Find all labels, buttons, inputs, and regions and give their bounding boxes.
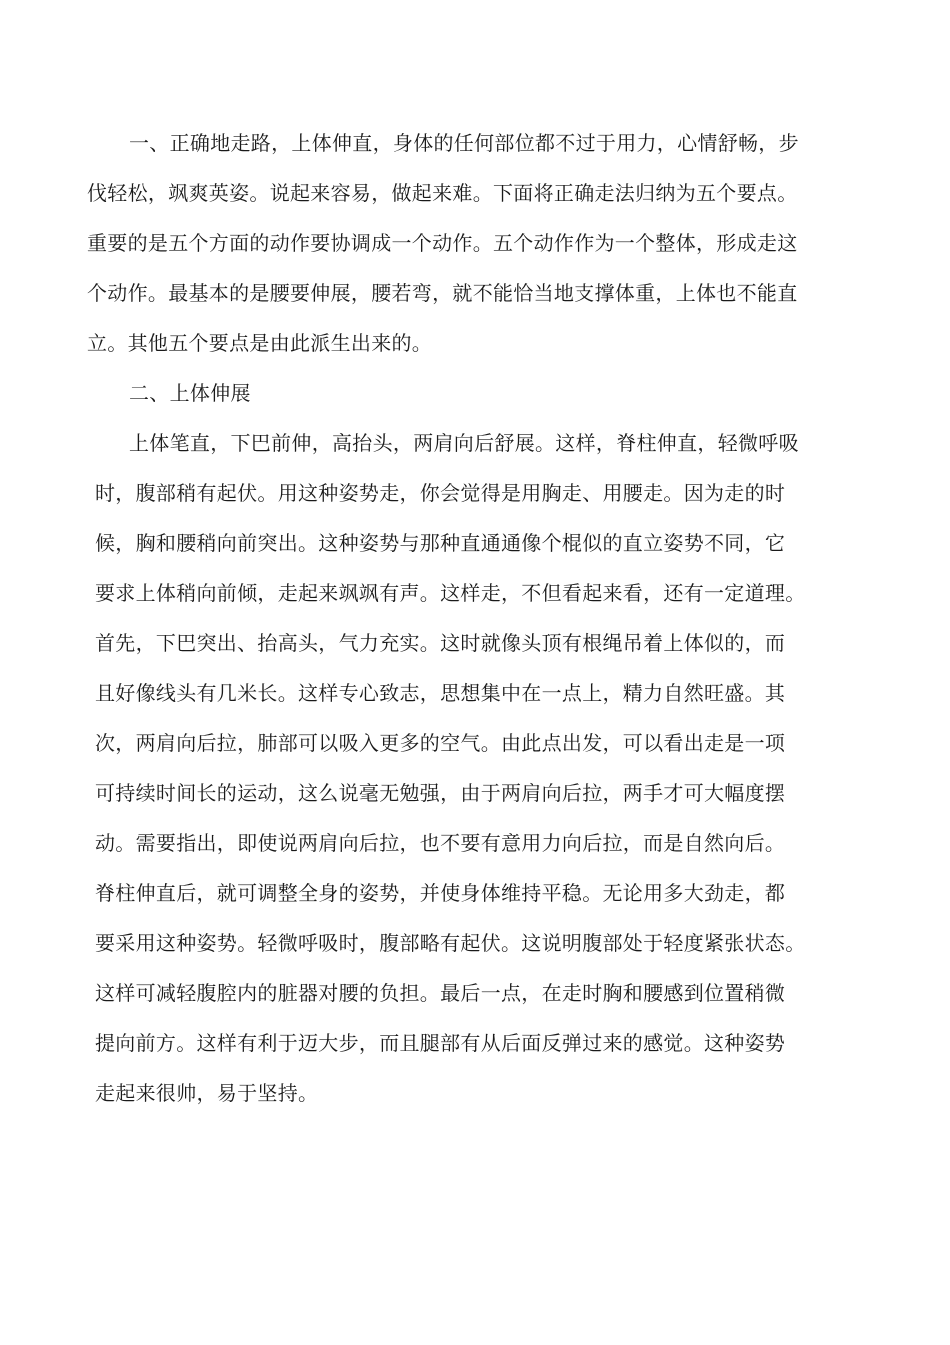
paragraph-line: 脊柱伸直后，就可调整全身的姿势，并使身体维持平稳。无论用多大劲走，都 [95,881,786,905]
section-1-paragraph [87,118,827,368]
paragraph-line: 候，胸和腰稍向前突出。这种姿势与那种直通通像个棍似的直立姿势不同，它 [95,531,786,555]
section-2-paragraph [95,418,823,1118]
paragraph-line: 立。其他五个要点是由此派生出来的。 [87,331,433,355]
paragraph-line: 伐轻松，飒爽英姿。说起来容易，做起来难。下面将正确走法归纳为五个要点。 [87,181,798,205]
paragraph-line: 动。需要指出，即使说两肩向后拉，也不要有意用力向后拉，而是自然向后。 [95,831,786,855]
paragraph-line: 一、正确地走路，上体伸直，身体的任何部位都不过于用力，心情舒畅，步 [129,131,799,155]
paragraph-line: 次，两肩向后拉，肺部可以吸入更多的空气。由此点出发，可以看出走是一项 [95,731,786,755]
paragraph-line: 重要的是五个方面的动作要协调成一个动作。五个动作作为一个整体，形成走这 [87,231,798,255]
paragraph-line: 可持续时间长的运动，这么说毫无勉强，由于两肩向后拉，两手才可大幅度摆 [95,781,786,805]
paragraph-line: 提向前方。这样有利于迈大步，而且腿部有从后面反弹过来的感觉。这种姿势 [95,1031,786,1055]
paragraph-line: 上体笔直，下巴前伸，高抬头，两肩向后舒展。这样，脊柱伸直，轻微呼吸 [129,431,799,455]
paragraph-line: 走起来很帅，易于坚持。 [95,1081,319,1105]
paragraph-line: 且好像线头有几米长。这样专心致志，思想集中在一点上，精力自然旺盛。其 [95,681,786,705]
paragraph-line: 要求上体稍向前倾，走起来飒飒有声。这样走，不但看起来看，还有一定道理。 [95,581,806,605]
paragraph-line: 这样可减轻腹腔内的脏器对腰的负担。最后一点，在走时胸和腰感到位置稍微 [95,981,786,1005]
paragraph-line: 个动作。最基本的是腰要伸展，腰若弯，就不能恰当地支撑体重，上体也不能直 [87,281,798,305]
paragraph-line: 要采用这种姿势。轻微呼吸时，腹部略有起伏。这说明腹部处于轻度紧张状态。 [95,931,806,955]
paragraph-line: 时，腹部稍有起伏。用这种姿势走，你会觉得是用胸走、用腰走。因为走的时 [95,481,786,505]
paragraph-line: 首先，下巴突出、抬高头，气力充实。这时就像头顶有根绳吊着上体似的，而 [95,631,786,655]
section-2-heading: 二、上体伸展 [129,381,251,405]
